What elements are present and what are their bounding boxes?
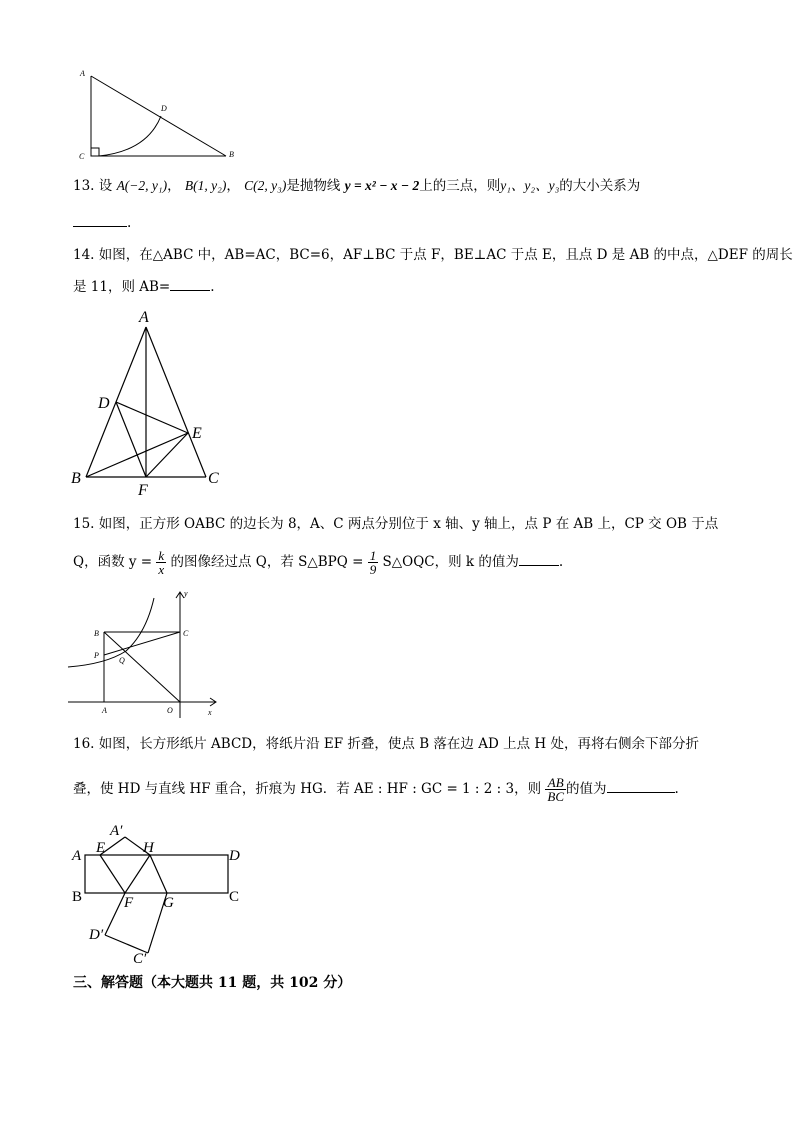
frac-num: k <box>158 548 165 563</box>
q13-ys: y₁、y₂、y₃ <box>500 178 560 193</box>
label-F: F <box>124 895 134 911</box>
q13-point-c: C(2, y₃) <box>244 178 287 193</box>
label-B: B <box>71 470 81 487</box>
figure-square-oabc <box>66 588 226 723</box>
label-G: G <box>163 895 174 911</box>
frac-den: 9 <box>369 562 377 577</box>
question-14-line2 <box>73 276 215 297</box>
question-15-line2 <box>73 542 563 582</box>
q14-text: 是 11，则 AB= <box>73 279 171 295</box>
label-E: E <box>96 840 106 856</box>
label-C-prime: C′ <box>133 951 147 967</box>
answer-blank[interactable] <box>519 551 559 566</box>
q13-sep: ， <box>167 178 181 194</box>
q15-text: Q，函数 y = <box>73 554 153 570</box>
label-A: A <box>102 706 107 715</box>
q13-period: . <box>127 215 132 231</box>
label-B: B <box>72 889 83 905</box>
label-B: B <box>229 150 234 159</box>
label-O: O <box>167 706 173 715</box>
q15-text: 的图像经过点 Q，若 S△BPQ = <box>170 554 364 570</box>
answer-blank[interactable] <box>607 778 675 793</box>
label-E: E <box>192 425 202 442</box>
q13-number: 13. 设 <box>73 178 113 194</box>
q16-text: 叠，使 HD 与直线 HF 重合，折痕为 HG．若 AE : HF : GC = 1 : 2 : 3，则 <box>73 781 542 797</box>
fraction-k-over-x <box>156 549 166 576</box>
frac-den: x <box>158 562 165 577</box>
fraction-one-ninth <box>368 549 379 576</box>
q13-equation: y = x² − x − 2 <box>344 178 420 193</box>
question-16-line2 <box>73 769 679 809</box>
q13-point-b: B(1, y₂) <box>184 178 227 193</box>
q16-text: 的值为 <box>566 781 607 797</box>
label-C: C <box>208 470 219 487</box>
label-C: C <box>229 889 240 905</box>
label-H: H <box>143 840 154 856</box>
label-y: y <box>184 589 188 598</box>
q13-end: 的大小关系为 <box>559 178 641 194</box>
label-D-prime: D′ <box>89 927 104 943</box>
label-B: B <box>94 629 99 638</box>
label-Q: Q <box>119 656 125 665</box>
figure-folded-rectangle <box>68 817 268 967</box>
label-A: A <box>80 69 85 78</box>
q13-point-a: A(−2, y₁) <box>116 178 168 193</box>
label-P: P <box>94 651 99 660</box>
label-C: C <box>183 629 189 638</box>
label-D: D <box>98 395 110 412</box>
label-A: A <box>139 309 149 326</box>
fraction-ab-over-bc <box>545 776 566 803</box>
section-heading-3: 三、解答题（本大题共 11 题，共 102 分） <box>73 975 352 991</box>
q13-sep: ， <box>226 178 240 194</box>
q15-text: S△OQC，则 k 的值为 <box>382 554 519 570</box>
frac-num: AB <box>545 776 566 790</box>
label-A: A <box>72 848 82 864</box>
q14-period: . <box>210 279 215 295</box>
q16-period: . <box>674 781 679 797</box>
q13-mid: 是抛物线 <box>286 178 341 194</box>
label-x: x <box>208 708 212 717</box>
q13-answer-line <box>73 212 131 233</box>
figure-triangle-def <box>68 305 228 500</box>
label-D: D <box>161 104 167 113</box>
question-14-line1: 14. 如图，在△ABC 中，AB=AC，BC=6，AF⊥BC 于点 F，BE⊥AC 于点 E，且点 D 是 AB 的中点，△DEF 的周长 <box>73 247 793 263</box>
question-16-line1: 16. 如图，长方形纸片 ABCD，将纸片沿 EF 折叠，使点 B 落在边 AD 上点 H 处，再将右侧余下部分折 <box>73 736 699 752</box>
answer-blank[interactable] <box>73 212 127 227</box>
q15-period: . <box>558 554 564 570</box>
frac-den: BC <box>547 789 565 804</box>
figure-right-triangle <box>72 66 242 166</box>
answer-blank[interactable] <box>170 276 210 291</box>
q13-tail: 上的三点，则 <box>419 178 501 194</box>
question-13 <box>73 176 640 196</box>
question-15-line1: 15. 如图，正方形 OABC 的边长为 8，A、C 两点分别位于 x 轴、y 轴上，点 P 在 AB 上，CP 交 OB 于点 <box>73 516 719 532</box>
label-F: F <box>138 482 148 499</box>
label-D: D <box>229 848 240 864</box>
label-A-prime: A′ <box>110 823 123 839</box>
label-C: C <box>79 152 85 161</box>
frac-num: 1 <box>369 548 377 563</box>
